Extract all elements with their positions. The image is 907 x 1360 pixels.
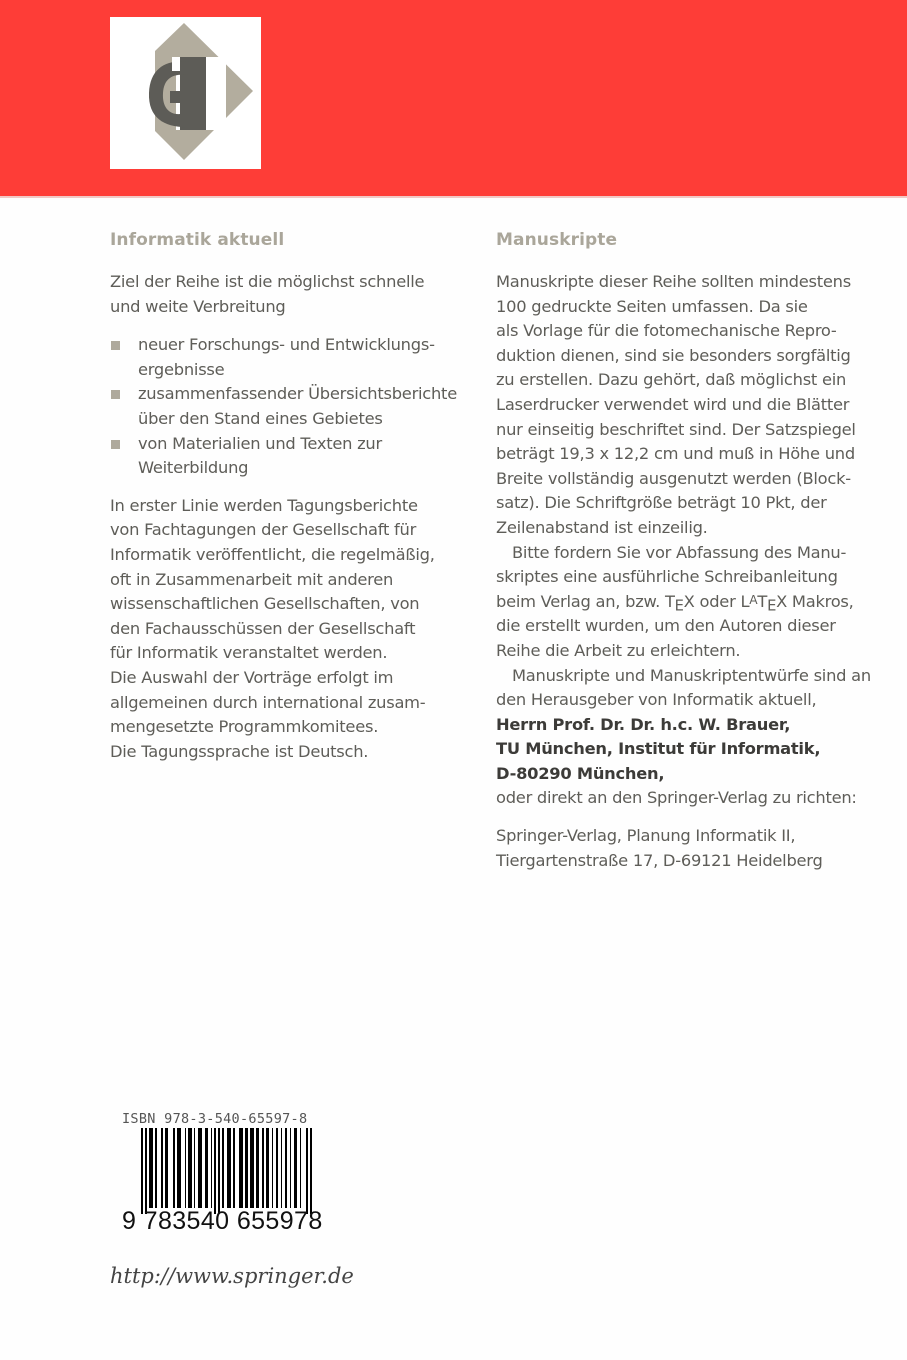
body-line: oder direkt an den Springer-Verlag zu richten: [496, 788, 857, 808]
body-line: In erster Linie werden Tagungsberichte [110, 495, 418, 515]
body-text: beim Verlag an, bzw. [496, 591, 665, 611]
tex-letter: T [757, 591, 768, 611]
body-line: duktion dienen, sind sie besonders sorgfältig [496, 345, 851, 365]
spacer [496, 811, 876, 824]
intro-line: Ziel der Reihe ist die möglichst schnelle [110, 272, 425, 291]
body-line: zu erstellen. Dazu gehört, daß möglichst ein [496, 370, 847, 390]
left-column [110, 228, 460, 764]
body-line: nur einseitig beschriftet sind. Der Satzspiegel [496, 419, 856, 439]
editor-address-line: TU München, Institut für Informatik, [496, 739, 821, 759]
tex-letter: E [767, 597, 777, 615]
intro-line: und weite Verbreitung [110, 296, 286, 316]
square-bullet-icon [111, 440, 120, 449]
intro-paragraph [110, 270, 460, 319]
body-line: die erstellt wurden, um den Autoren dieser [496, 616, 836, 636]
body-line: den Herausgeber von Informatik aktuell, [496, 690, 817, 710]
body-line: oft in Zusammenarbeit mit anderen [110, 569, 394, 589]
latex-logo [740, 591, 787, 615]
body-line: für Informatik veranstaltet werden. [110, 643, 388, 663]
submission-paragraph [496, 664, 876, 812]
manuscripts-heading: Manuskripte [496, 230, 618, 250]
tex-letter: L [740, 591, 750, 611]
gi-logo [110, 17, 261, 169]
tex-letter: X [776, 591, 787, 611]
tex-macros-line [496, 590, 876, 615]
tex-letter: X [683, 591, 695, 611]
list-item-text: Weiterbildung [138, 458, 249, 478]
barcode-icon [136, 1128, 318, 1214]
body-line: 100 gedruckte Seiten umfassen. Da sie [496, 296, 808, 316]
square-bullet-icon [111, 390, 120, 399]
list-item-text: über den Stand eines Gebietes [138, 408, 383, 428]
gi-logo-icon [110, 17, 261, 169]
manuscript-requirements [496, 270, 876, 541]
body-line: den Fachausschüssen der Gesellschaft [110, 618, 416, 638]
body-line: von Fachtagungen der Gesellschaft für [110, 520, 417, 540]
body-line: Manuskripte dieser Reihe sollten mindestens [496, 272, 851, 291]
body-line: Die Auswahl der Vorträge erfolgt im [110, 667, 394, 687]
body-line: satz). Die Schriftgröße beträgt 10 Pkt, der [496, 493, 827, 513]
body-text: Makros, [787, 591, 854, 611]
tex-letter: T [664, 591, 675, 611]
tex-letter: A [749, 592, 758, 607]
list-item [110, 432, 460, 481]
tex-letter: E [674, 597, 684, 615]
editor-address-line: Herrn Prof. Dr. Dr. h.c. W. Brauer, [496, 714, 791, 734]
body-text: oder [694, 591, 741, 611]
goals-list [110, 333, 460, 481]
body-line: wissenschaftlichen Gesellschaften, von [110, 594, 420, 614]
list-item-text: ergebnisse [138, 359, 225, 379]
body-line: Zeilenabstand ist einzeilig. [496, 517, 708, 537]
publisher-url[interactable]: http://www.springer.de [110, 1264, 354, 1288]
body-line: als Vorlage für die fotomechanische Repro- [496, 321, 837, 341]
body-line: Breite vollständig ausgenutzt werden (Block- [496, 468, 851, 488]
publisher-address-line: Tiergartenstraße 17, D-69121 Heidelberg [496, 850, 823, 870]
list-item-text: zusammenfassender Übersichtsberichte [138, 384, 457, 404]
body-line: skriptes eine ausführliche Schreibanleitung [496, 567, 838, 587]
header-band-edge [0, 196, 907, 198]
list-item-text: von Materialien und Texten zur [138, 433, 382, 453]
barcode-digits: 9 783540 655978 [122, 1207, 323, 1235]
body-line: Reihe die Arbeit zu erleichtern. [496, 640, 741, 660]
body-line: Die Tagungssprache ist Deutsch. [110, 741, 369, 761]
tex-logo [664, 591, 695, 615]
body-line: allgemeinen durch international zusam- [110, 692, 426, 712]
series-description [110, 494, 460, 765]
spacer [110, 481, 460, 494]
right-column [496, 228, 876, 873]
series-heading: Informatik aktuell [110, 230, 285, 250]
style-guide-paragraph [496, 541, 876, 664]
body-line: mengesetzte Programmkomitees. [110, 717, 379, 737]
publisher-address-line: Springer-Verlag, Planung Informatik II, [496, 826, 796, 846]
body-line: Bitte fordern Sie vor Abfassung des Manu- [512, 542, 847, 562]
body-line: Laserdrucker verwendet wird und die Blätter [496, 394, 850, 414]
list-item-text: neuer Forschungs- und Entwicklungs- [138, 335, 435, 355]
list-item [110, 333, 460, 382]
publisher-address [496, 824, 876, 873]
editor-address-line: D-80290 München, [496, 763, 665, 783]
body-line: Informatik veröffentlicht, die regelmäßig, [110, 544, 435, 564]
list-item [110, 382, 460, 431]
square-bullet-icon [111, 341, 120, 350]
isbn-label: ISBN 978-3-540-65597-8 [122, 1111, 308, 1127]
body-line: Manuskripte und Manuskriptentwürfe sind an [512, 665, 871, 685]
body-line: beträgt 19,3 x 12,2 cm und muß in Höhe und [496, 444, 855, 464]
